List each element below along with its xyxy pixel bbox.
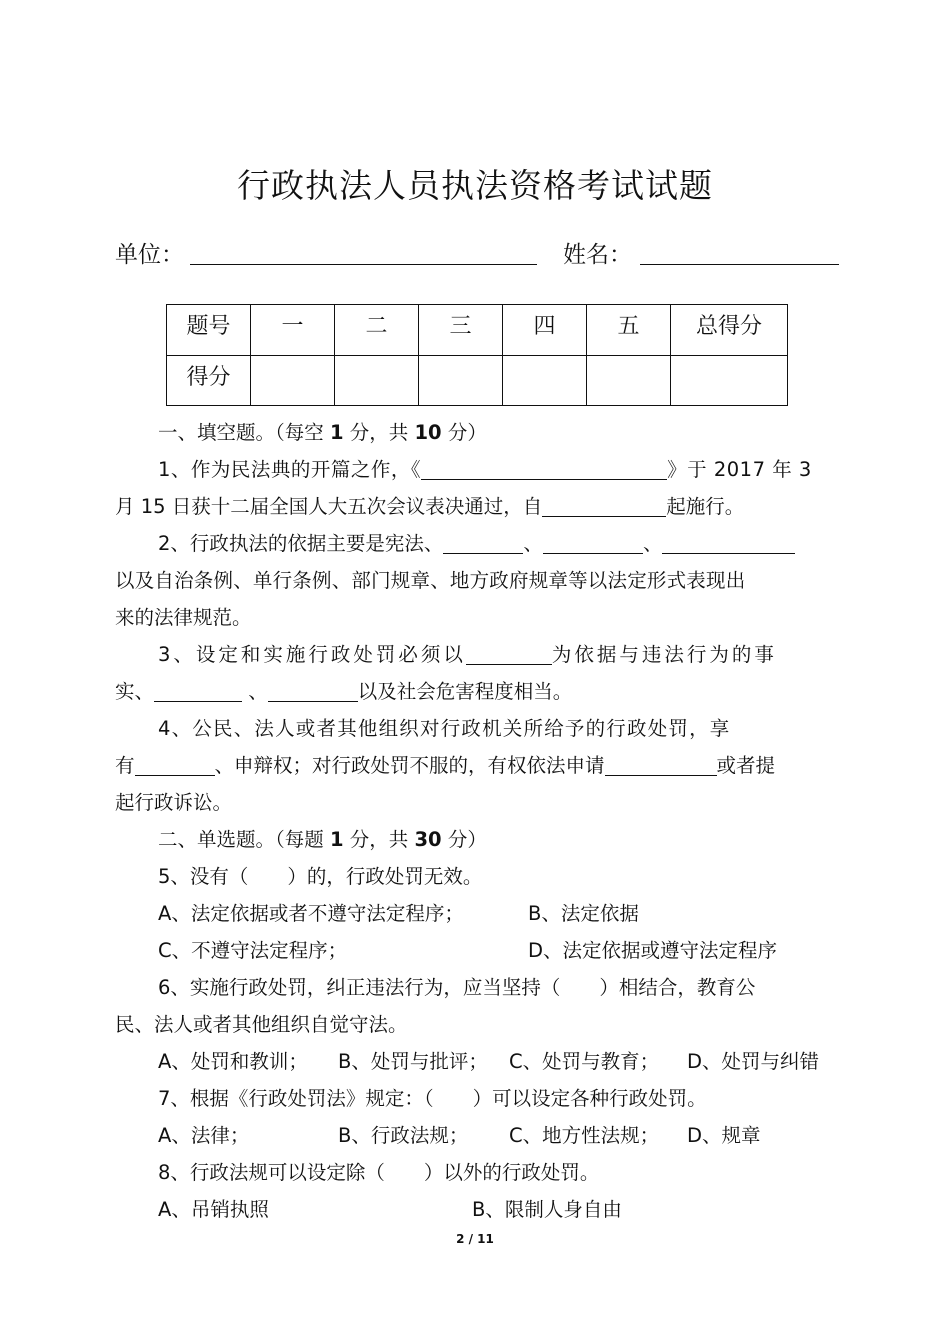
question-6-options [158, 1043, 839, 1080]
fill-blank[interactable] [466, 638, 552, 665]
option-c[interactable]: C、不遵守法定程序； [158, 939, 348, 962]
question-4-line-3: 起行政诉讼。 [115, 791, 233, 814]
question-2-line-2: 以及自治条例、单行条例、部门规章、地方政府规章等以法定形式表现出 [115, 569, 746, 592]
question-5-options-1 [158, 895, 839, 932]
question-7-options [158, 1117, 839, 1154]
score-input-cell[interactable] [251, 355, 335, 406]
question-4-line-1: 4、公民、法人或者其他组织对行政机关所给予的行政处罚，享 [158, 717, 731, 740]
question-5-options-2 [158, 932, 839, 969]
score-input-cell[interactable] [335, 355, 419, 406]
page-number: 2 / 11 [456, 1232, 494, 1246]
table-cell: 总得分 [671, 305, 788, 356]
option-b[interactable]: B、法定依据 [528, 902, 639, 925]
fill-blank[interactable] [662, 527, 795, 554]
option-d[interactable]: D、处罚与纠错 [687, 1050, 820, 1073]
option-b[interactable]: B、行政法规； [338, 1124, 469, 1147]
score-input-cell[interactable] [587, 355, 671, 406]
question-3-line-1: 3、设定和实施行政处罚必须以 为依据与违法行为的事 [158, 636, 839, 673]
score-table [166, 304, 788, 406]
question-3-line-2: 实、 、 以及社会危害程度相当。 [115, 673, 839, 710]
score-input-cell[interactable] [503, 355, 587, 406]
question-2-line-1: 2、行政执法的依据主要是宪法、 、 、 [158, 525, 839, 562]
table-cell: 一 [251, 305, 335, 356]
page-title: 行政执法人员执法资格考试试题 [237, 166, 713, 205]
fill-blank[interactable] [135, 749, 215, 776]
header-fields [115, 232, 839, 272]
unit-label: 单位： [115, 242, 184, 268]
unit-blank [190, 264, 537, 265]
table-cell: 二 [335, 305, 419, 356]
option-d[interactable]: D、规章 [687, 1124, 761, 1147]
fill-blank[interactable] [154, 675, 242, 702]
score-input-cell[interactable] [671, 355, 788, 406]
question-8-stem: 8、行政法规可以设定除（ ）以外的行政处罚。 [158, 1161, 600, 1184]
table-cell: 得分 [167, 355, 251, 406]
option-a[interactable]: A、法定依据或者不遵守法定程序； [158, 902, 464, 925]
fill-blank[interactable] [421, 453, 667, 480]
name-blank [640, 264, 839, 265]
question-6-stem-2: 民、法人或者其他组织自觉守法。 [115, 1013, 408, 1036]
option-b[interactable]: B、处罚与批评； [338, 1050, 488, 1073]
option-d[interactable]: D、法定依据或遵守法定程序 [528, 939, 778, 962]
question-7-stem: 7、根据《行政处罚法》规定：（ ）可以设定各种行政处罚。 [158, 1087, 707, 1110]
table-row [167, 305, 788, 356]
table-row [167, 355, 788, 406]
question-2-line-3: 来的法律规范。 [115, 606, 252, 629]
table-cell: 五 [587, 305, 671, 356]
section1-heading: 一、填空题。（每空 1 分，共 10 分） [158, 421, 487, 444]
question-1-line-1: 1、作为民法典的开篇之作，《 》于 2017 年 3 [158, 451, 839, 488]
table-cell: 三 [419, 305, 503, 356]
question-8-options [158, 1191, 839, 1228]
option-a[interactable]: A、处罚和教训； [158, 1050, 308, 1073]
table-cell: 四 [503, 305, 587, 356]
fill-blank[interactable] [542, 490, 666, 517]
question-4-line-2: 有 、申辩权；对行政处罚不服的，有权依法申请 或者提 [115, 747, 839, 784]
fill-blank[interactable] [605, 749, 717, 776]
option-a[interactable]: A、吊销执照 [158, 1198, 269, 1221]
name-label: 姓名： [563, 242, 632, 268]
question-6-stem-1: 6、实施行政处罚，纠正违法行为，应当坚持（ ）相结合，教育公 [158, 976, 756, 999]
section2-heading: 二、单选题。（每题 1 分，共 30 分） [158, 828, 487, 851]
fill-blank[interactable] [543, 527, 643, 554]
question-5-stem: 5、没有（ ）的，行政处罚无效。 [158, 865, 483, 888]
option-b[interactable]: B、限制人身自由 [472, 1198, 622, 1221]
option-c[interactable]: C、处罚与教育； [509, 1050, 660, 1073]
question-1-line-2: 月 15 日获十二届全国人大五次会议表决通过，自 起施行。 [115, 488, 839, 525]
fill-blank[interactable] [268, 675, 358, 702]
table-cell: 题号 [167, 305, 251, 356]
score-input-cell[interactable] [419, 355, 503, 406]
option-a[interactable]: A、法律； [158, 1124, 250, 1147]
option-c[interactable]: C、地方性法规； [509, 1124, 660, 1147]
fill-blank[interactable] [443, 527, 523, 554]
